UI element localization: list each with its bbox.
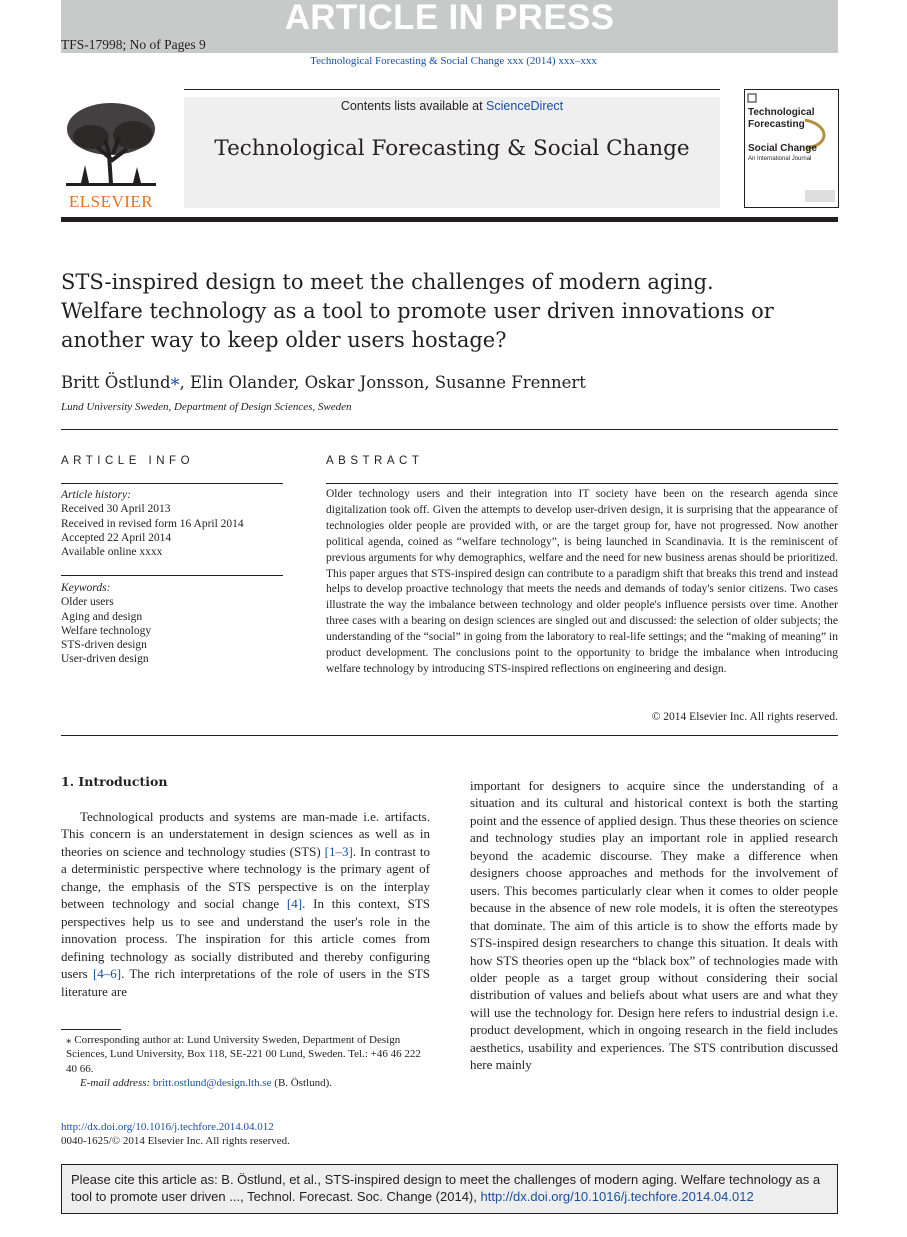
history-item: Received in revised form 16 April 2014: [61, 517, 244, 530]
section-heading: 1. Introduction: [61, 774, 168, 789]
journal-title: Technological Forecasting & Social Change: [214, 136, 690, 161]
header-thick-rule: [61, 217, 838, 222]
history-label: Article history:: [61, 489, 131, 501]
doi-link[interactable]: http://dx.doi.org/10.1016/j.techfore.2014.04.012: [61, 1121, 274, 1133]
issn-line: 0040-1625/© 2014 Elsevier Inc. All rights reserved.: [61, 1135, 290, 1147]
abstract-copyright: © 2014 Elsevier Inc. All rights reserved.: [651, 711, 838, 723]
corresponding-author-star[interactable]: ⁎: [170, 369, 180, 390]
history-item: Received 30 April 2013: [61, 503, 171, 516]
history-item: Available online xxxx: [61, 546, 163, 559]
sciencedirect-link[interactable]: ScienceDirect: [486, 99, 564, 113]
keyword-item: STS-driven design: [61, 639, 147, 652]
keyword-item: Older users: [61, 596, 114, 609]
affiliation: Lund University Sweden, Department of Design Sciences, Sweden: [61, 401, 352, 413]
article-history: [61, 488, 244, 559]
contents-prefix: Contents lists available at: [340, 99, 487, 113]
keyword-item: Welfare technology: [61, 624, 152, 637]
citation-doi-link[interactable]: http://dx.doi.org/10.1016/j.techfore.2014.04.012: [480, 1189, 754, 1204]
manuscript-number: TFS-17998; No of Pages 9: [61, 37, 206, 52]
keywords-label: Keywords:: [61, 582, 111, 594]
keyword-item: User-driven design: [61, 653, 149, 666]
keywords-rule: [61, 575, 283, 576]
article-info-heading: ARTICLE INFO: [61, 455, 195, 467]
citation-link[interactable]: [4–6]: [92, 966, 122, 982]
abstract-bottom-rule: [61, 735, 838, 736]
keyword-item: Aging and design: [61, 610, 143, 623]
article-info-rule: [61, 483, 283, 484]
email-label: E-mail address:: [80, 1076, 151, 1089]
body-text: Technological products and systems are man-made i.e. artifacts. This concern is an understatement in design sciences as well as in theories on science and technology studies (STS): [61, 809, 430, 859]
cover-title: [748, 107, 838, 155]
journal-reference[interactable]: [0, 55, 907, 67]
history-item: Accepted 22 April 2014: [61, 531, 172, 544]
citation-link[interactable]: [4]: [286, 896, 303, 912]
contents-line: [184, 99, 720, 113]
citation-link[interactable]: [1–3]: [324, 843, 353, 859]
citation-text: [71, 1171, 831, 1205]
banner-text: ARTICLE IN PRESS: [284, 0, 615, 37]
footnote-text: Corresponding author at: Lund University Sweden, Department of Design Sciences, Lund University, Box 118, SE-221 00 Lund, Sweden. Tel.: +46 46 222 40 66.: [66, 1034, 421, 1075]
cover-subtitle: An International Journal: [748, 156, 812, 162]
citation-box: [61, 1164, 838, 1214]
article-title: STS-inspired design to meet the challenges of modern aging. Welfare technology as a tool to promote user driven innovations or another way to keep older users hostage?: [61, 270, 774, 352]
header-top-rule: [184, 89, 720, 90]
cover-title-line-3: Social Change: [748, 143, 817, 154]
abstract-heading: ABSTRACT: [326, 455, 424, 467]
author-list: [61, 369, 586, 392]
abstract-text: Older technology users and their integration into IT society have been on the research agenda since digitalization took off. Given the attempts to develop user-driven design, it is surprising that the appearance of technologies older people are provided with, or are the target group for, have not progressed. Now another political agenda, coined as “welfare technology”, is being launched in Scandinavia. It is the reminiscent of previous arguments for why demographics, welfare and the need for new business arenas should be prioritized. This paper argues that STS-inspired design can contribute to a paradigm shift that breaks this trend and instead helps to develop proactive technology that meets the needs and demands of today's senior citizens. Two cases illustrate the way the imbalance between technology and older people's influence persists over time. Another three cases with a bearing on design sciences are singled out and discussed: the selection of older subjects; the understanding of the “social” in going from the laboratory to real-life settings; and the “making of meaning” in product development. The conclusions point to the opportunity to bridge the imbalance when introducing welfare technology by introducing STS-inspired reflections on engineering and design.: [326, 488, 838, 675]
abstract-rule: [326, 483, 838, 484]
keywords: [61, 581, 151, 667]
footnote: [61, 1033, 430, 1090]
body-column-right: important for designers to acquire since the understanding of a situation and its cultural and historical context is both the starting point and the essence of applied design. Thus these theories on science and technology studies play an important role in applied research beyond the academic discourse. They make a difference when designers choose approaches and methods for the involvement of users. This becomes particularly clear when it comes to older people because in the absence of new role models, it is often the stereotypes that dominate. The aim of this article is to show the efforts made by STS-inspired design researchers to change this situation. It deals with how STS theories open up the “black box” of technologies made with older people as a target group without considering their social distribution of values and beliefs about what users are and what they will use the technology for. Design here refers to industrial design i.e. product development, which in ongoing research in the field includes aesthetics, usability and experiences. The STS contribution discussed here mainly: [470, 778, 838, 1073]
title-rule: [61, 429, 838, 430]
body-column-left: [61, 808, 430, 1000]
authors-rest: , Elin Olander, Oskar Jonsson, Susanne Frennert: [179, 373, 586, 392]
journal-reference-text[interactable]: Technological Forecasting & Social Change xxx (2014) xxx–xxx: [310, 55, 597, 67]
cover-title-line-1: Technological: [748, 107, 815, 118]
footnote-rule: [61, 1029, 121, 1030]
email-suffix: (B. Östlund).: [274, 1076, 333, 1089]
elsevier-wordmark: ELSEVIER: [68, 192, 154, 211]
footnote-star: ⁎: [66, 1034, 72, 1046]
body-text: . The rich interpretations of the role of users in the STS literature are: [61, 966, 431, 999]
body-text: . In this context, STS perspectives help us to see and understand the user's role in the innovation process. The inspiration for this article comes from defining technology as socially distributed and thereby configuring users: [61, 896, 430, 982]
author-first: Britt Östlund: [61, 373, 171, 392]
email-link[interactable]: britt.ostlund@design.lth.se: [152, 1076, 272, 1089]
body-text: . In contrast to a deterministic perspective where technology is the primary agent of change, the emphasis of the STS perspective is on the interplay between technology and social change: [61, 843, 430, 912]
cover-title-line-2: Forecasting: [748, 119, 805, 130]
journal-cover-thumbnail[interactable]: [744, 89, 839, 208]
citation-prefix: Please cite this article as: B. Östlund, et al., STS-inspired design to meet the challenges of modern aging. Welfare technology as a tool to promote user driven ..., Technol. Forecast. Soc. Change (2014),: [71, 1172, 821, 1204]
